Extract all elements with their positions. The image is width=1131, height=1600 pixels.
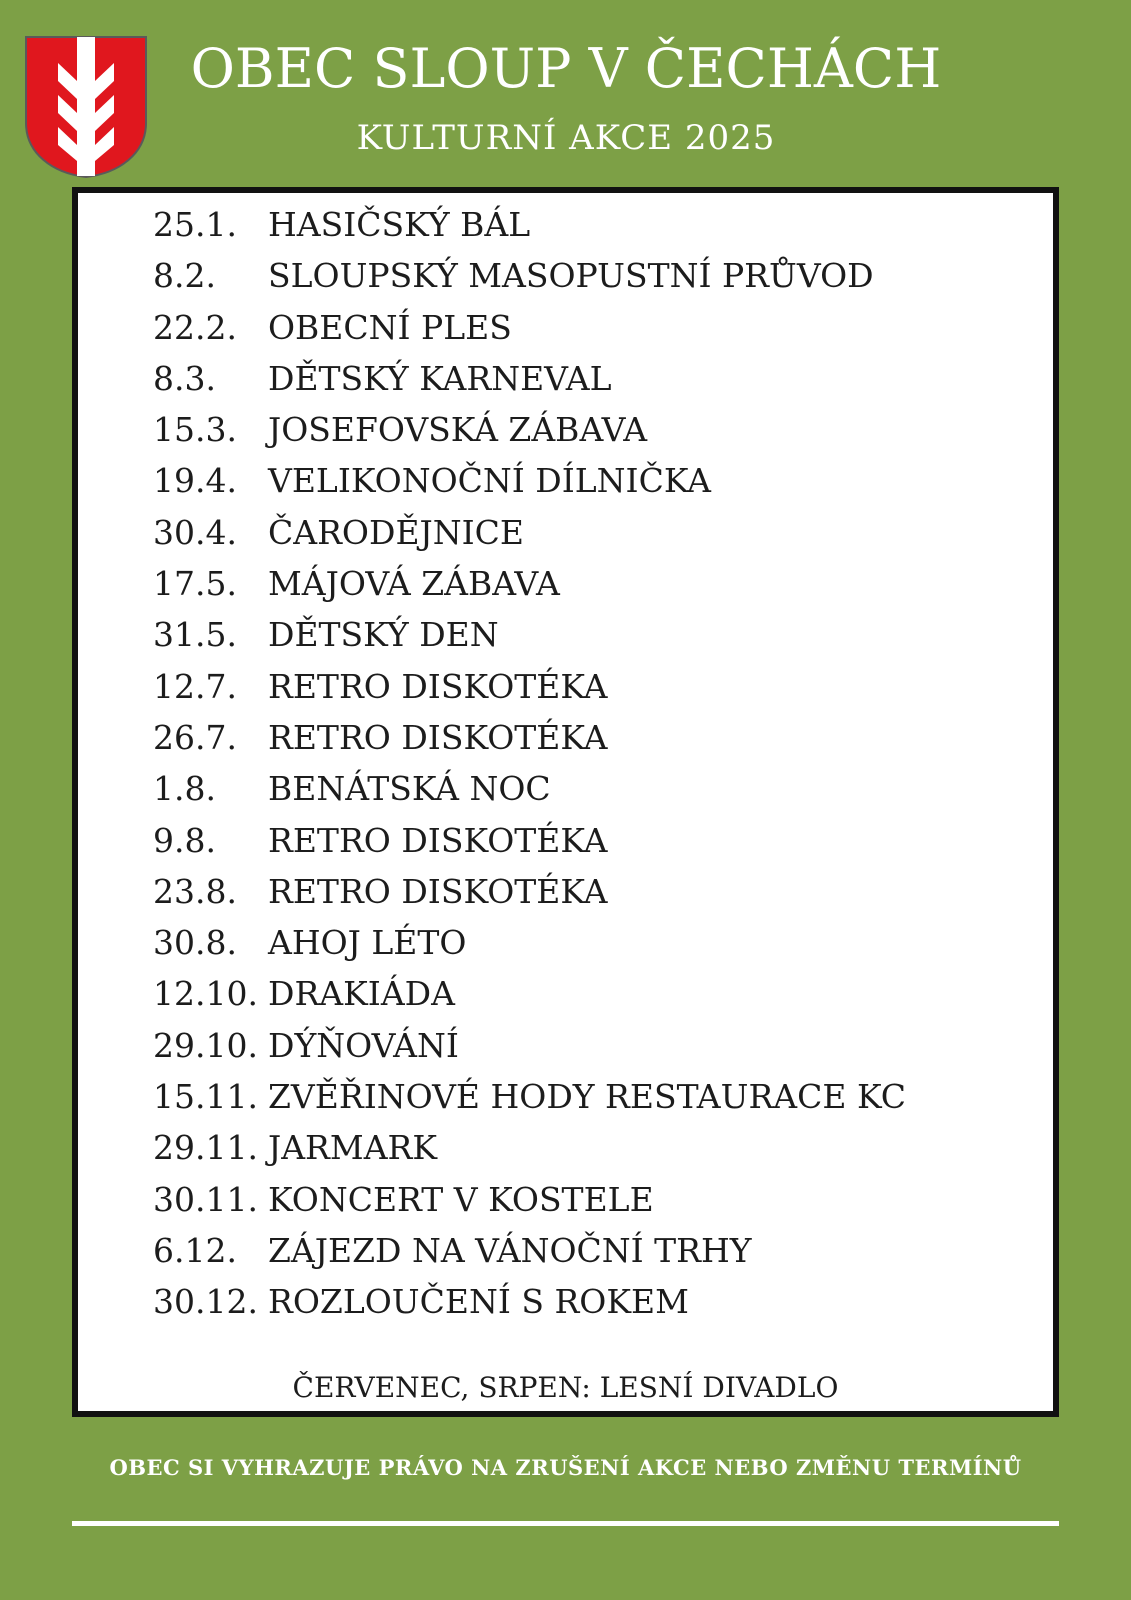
page-title: OBEC SLOUP V ČECHÁCH xyxy=(190,37,942,100)
event-row xyxy=(153,558,906,609)
coat-of-arms-icon xyxy=(24,35,148,179)
event-name: DÝŇOVÁNÍ xyxy=(268,1025,459,1065)
event-row xyxy=(153,763,906,814)
event-name: ZVĚŘINOVÉ HODY RESTAURACE KC xyxy=(268,1077,906,1117)
event-name: ČARODĚJNICE xyxy=(268,512,525,552)
event-row xyxy=(153,968,906,1019)
event-name: RETRO DISKOTÉKA xyxy=(268,820,608,860)
event-name: BENÁTSKÁ NOC xyxy=(268,769,551,809)
event-date: 19.4. xyxy=(153,461,237,501)
event-date: 30.12. xyxy=(153,1282,258,1322)
event-row xyxy=(153,199,906,250)
divider xyxy=(72,1521,1059,1526)
event-date: 22.2. xyxy=(153,307,237,347)
event-row xyxy=(153,1276,906,1327)
event-date: 15.3. xyxy=(153,410,237,450)
event-date: 29.11. xyxy=(153,1128,258,1168)
page-subtitle: KULTURNÍ AKCE 2025 xyxy=(356,118,776,158)
event-name: MÁJOVÁ ZÁBAVA xyxy=(268,564,560,604)
event-date: 15.11. xyxy=(153,1077,258,1117)
event-row xyxy=(153,917,906,968)
event-date: 25.1. xyxy=(153,205,237,244)
event-date: 12.10. xyxy=(153,974,258,1014)
event-name: AHOJ LÉTO xyxy=(268,923,467,963)
events-panel xyxy=(72,187,1059,1417)
event-row xyxy=(153,1020,906,1071)
event-name: DĚTSKÝ KARNEVAL xyxy=(268,358,612,398)
event-row xyxy=(153,1122,906,1173)
event-date: 8.3. xyxy=(153,358,216,398)
event-row xyxy=(153,1174,906,1225)
event-row xyxy=(153,507,906,558)
event-date: 17.5. xyxy=(153,564,237,604)
event-date: 30.11. xyxy=(153,1179,258,1219)
event-name: DRAKIÁDA xyxy=(268,974,455,1014)
event-row xyxy=(153,404,906,455)
event-name: RETRO DISKOTÉKA xyxy=(268,717,608,757)
event-row xyxy=(153,815,906,866)
event-row xyxy=(153,455,906,506)
event-name: ROZLOUČENÍ S ROKEM xyxy=(268,1282,689,1322)
event-row xyxy=(153,1071,906,1122)
event-date: 29.10. xyxy=(153,1025,258,1065)
event-row xyxy=(153,866,906,917)
event-date: 31.5. xyxy=(153,615,237,655)
event-name: JARMARK xyxy=(268,1128,438,1168)
event-row xyxy=(153,250,906,301)
event-name: SLOUPSKÝ MASOPUSTNÍ PRŮVOD xyxy=(268,256,874,296)
event-row xyxy=(153,1225,906,1276)
event-date: 30.4. xyxy=(153,512,237,552)
event-date: 6.12. xyxy=(153,1230,237,1270)
event-date: 1.8. xyxy=(153,769,216,809)
summer-note: ČERVENEC, SRPEN: LESNÍ DIVADLO xyxy=(292,1371,839,1404)
event-name: OBECNÍ PLES xyxy=(268,307,512,347)
event-name: DĚTSKÝ DEN xyxy=(268,615,499,655)
event-date: 30.8. xyxy=(153,923,237,963)
event-row xyxy=(153,609,906,660)
event-list xyxy=(153,199,906,1328)
event-name: RETRO DISKOTÉKA xyxy=(268,871,608,911)
event-row xyxy=(153,302,906,353)
event-date: 9.8. xyxy=(153,820,216,860)
event-name: VELIKONOČNÍ DÍLNIČKA xyxy=(268,461,711,501)
event-date: 23.8. xyxy=(153,871,237,911)
event-row xyxy=(153,661,906,712)
event-row xyxy=(153,712,906,763)
event-date: 8.2. xyxy=(153,256,216,296)
event-date: 12.7. xyxy=(153,666,237,706)
event-name: KONCERT V KOSTELE xyxy=(268,1179,654,1219)
disclaimer: OBEC SI VYHRAZUJE PRÁVO NA ZRUŠENÍ AKCE NEBO ZMĚNU TERMÍNŮ xyxy=(109,1455,1022,1480)
event-row xyxy=(153,353,906,404)
event-name: RETRO DISKOTÉKA xyxy=(268,666,608,706)
event-name: JOSEFOVSKÁ ZÁBAVA xyxy=(268,410,648,450)
event-date: 26.7. xyxy=(153,717,237,757)
event-name: HASIČSKÝ BÁL xyxy=(268,205,531,244)
event-name: ZÁJEZD NA VÁNOČNÍ TRHY xyxy=(268,1230,752,1270)
